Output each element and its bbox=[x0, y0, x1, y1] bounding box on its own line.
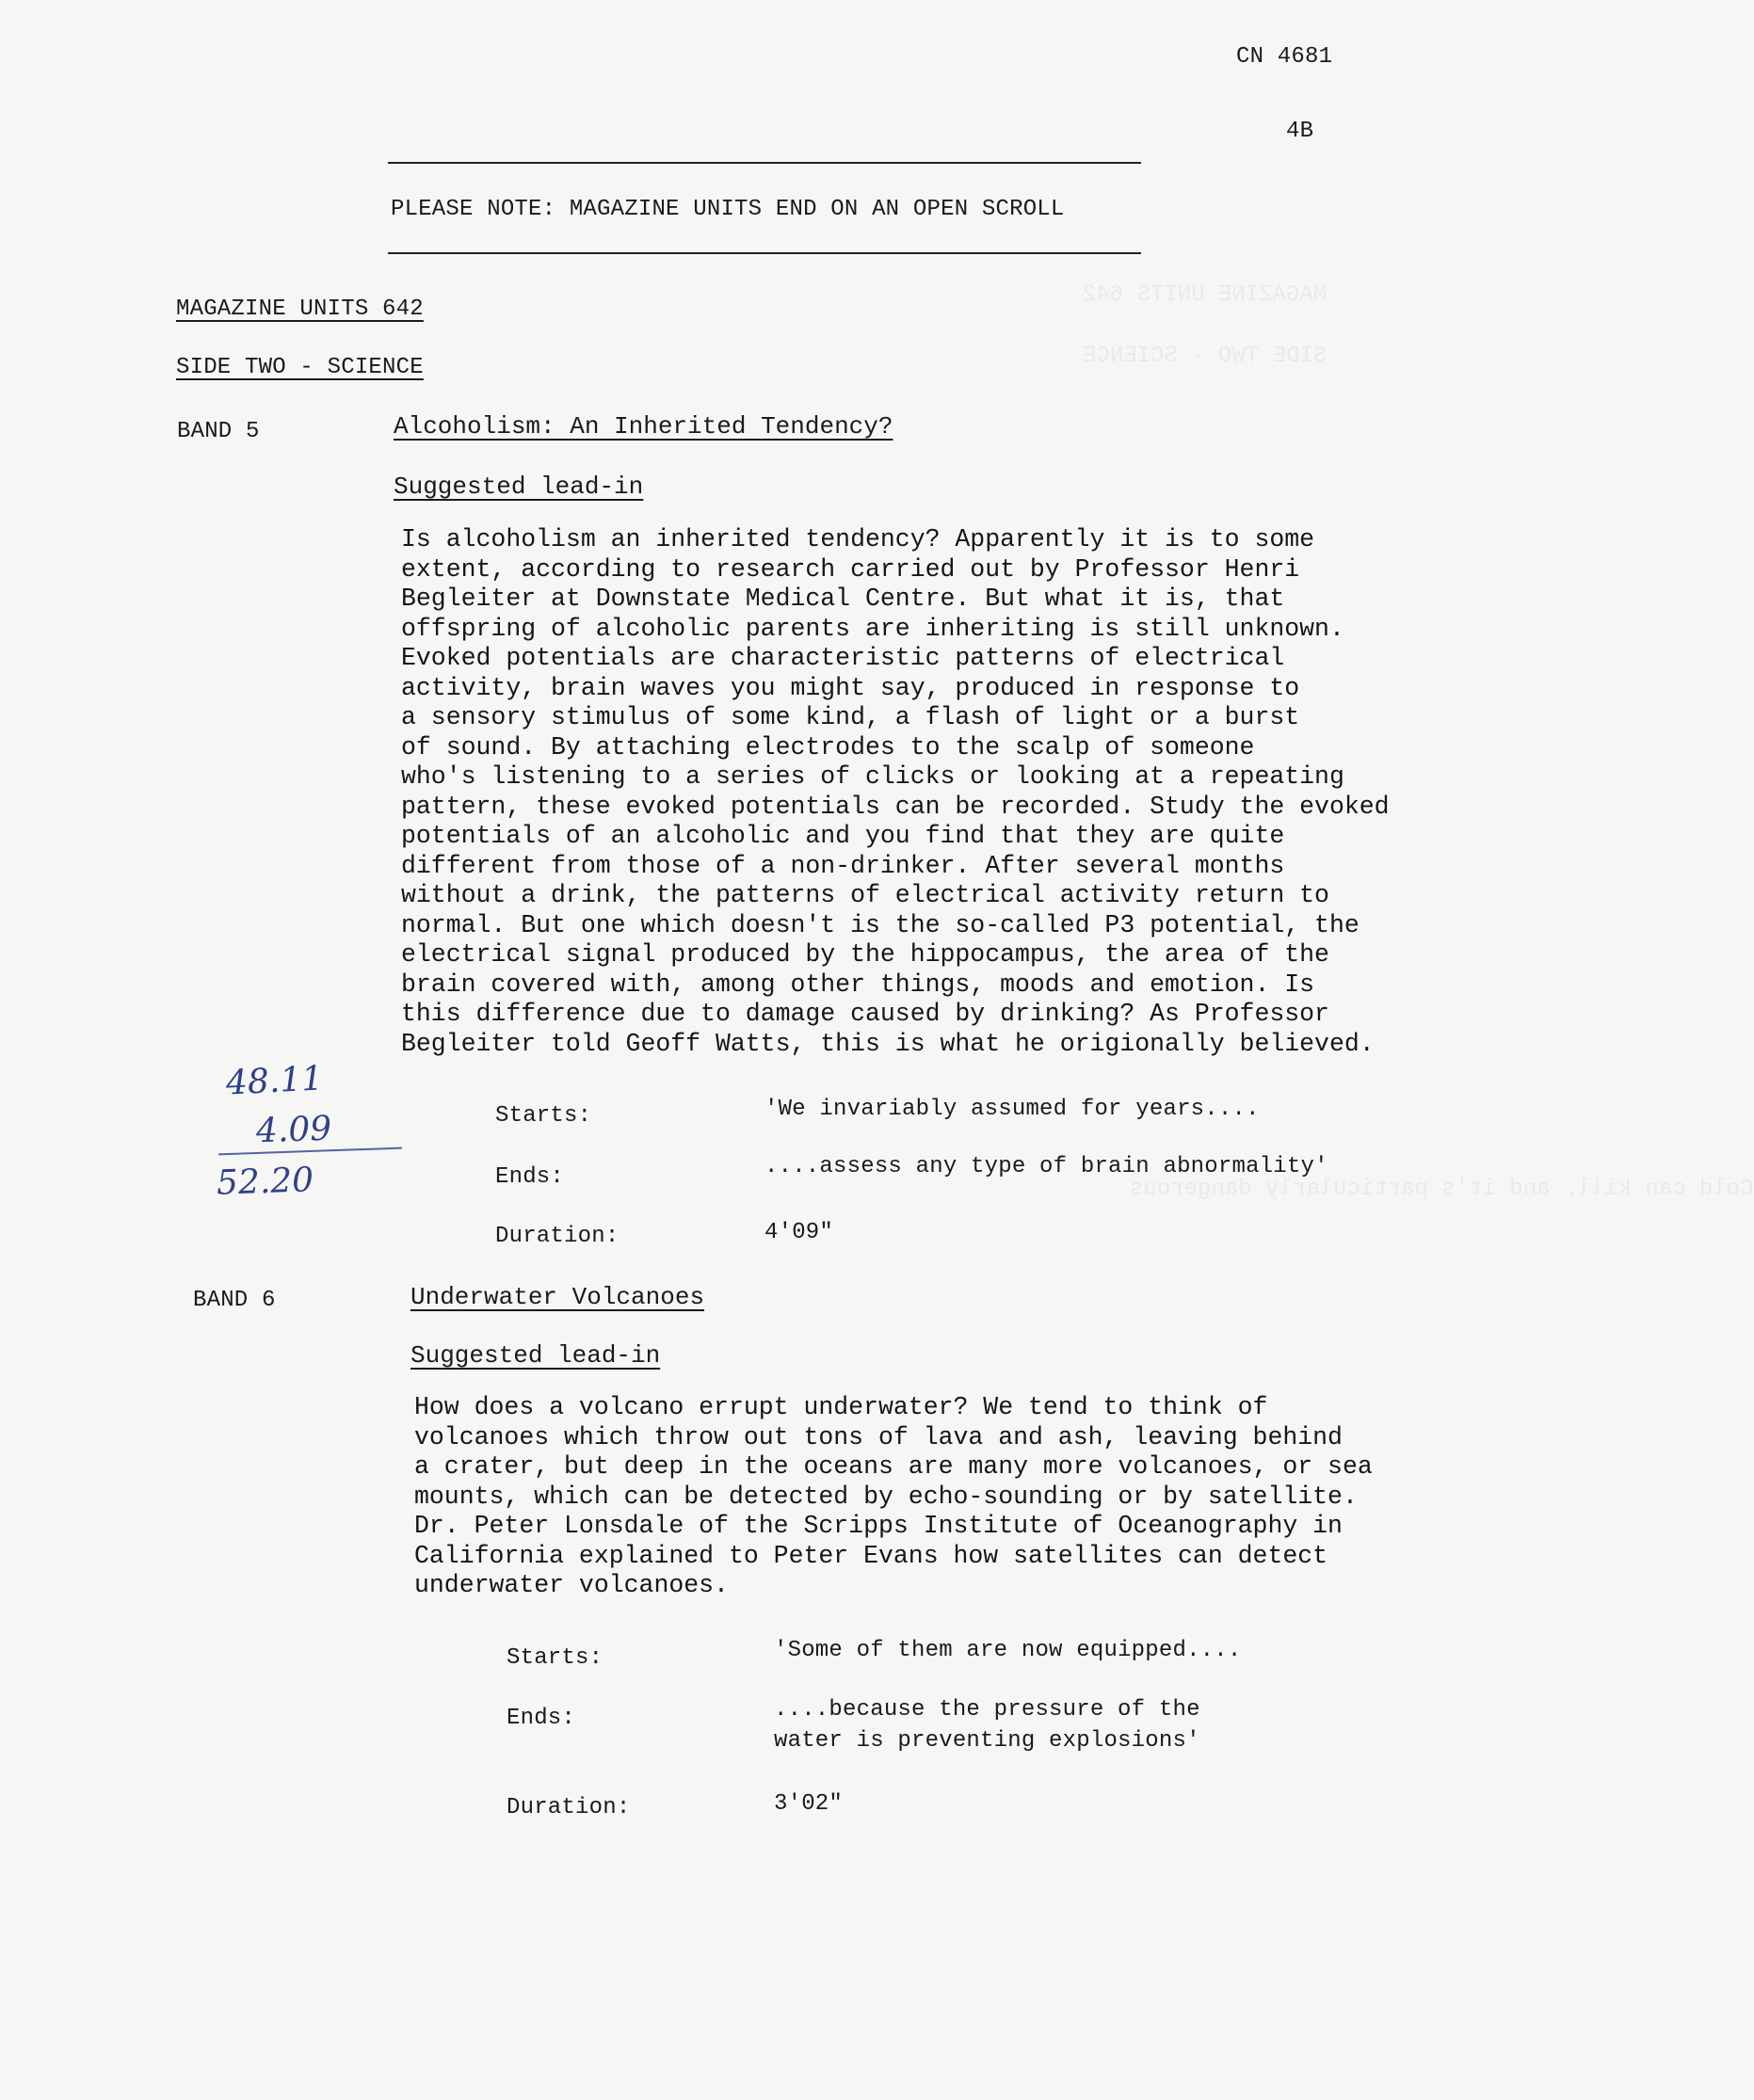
unit-side: SIDE TWO - SCIENCE bbox=[176, 355, 424, 380]
handwritten-total: 52.20 bbox=[216, 1161, 314, 1203]
band5-lead-line: normal. But one which doesn't is the so-called P3 potential, the bbox=[401, 910, 1360, 939]
band6-lead-heading: Suggested lead-in bbox=[410, 1341, 661, 1370]
band5-lead-line: brain covered with, among other things, moods and emotion. Is bbox=[401, 970, 1315, 999]
band6-label: BAND 6 bbox=[193, 1288, 276, 1313]
band5-lead-line: a sensory stimulus of some kind, a flash of light or a burst bbox=[401, 703, 1300, 731]
band6-duration-value: 3'02" bbox=[774, 1791, 844, 1817]
band6-title: Underwater Volcanoes bbox=[410, 1283, 705, 1311]
bleed-through-text: Cold can kill, and it's particularly dangerous bbox=[1130, 1177, 1754, 1202]
document-code: CN 4681 bbox=[1236, 44, 1333, 70]
band5-lead-line: different from those of a non-drinker. After several months bbox=[401, 851, 1285, 880]
band5-lead-line: without a drink, the patterns of electrical activity return to bbox=[401, 881, 1329, 909]
band6-lead-line: How does a volcano errupt underwater? We tend to think of bbox=[414, 1393, 1268, 1421]
band6-lead-line: underwater volcanoes. bbox=[414, 1571, 729, 1599]
band5-lead-line: pattern, these evoked potentials can be recorded. Study the evoked bbox=[401, 792, 1390, 821]
band5-label: BAND 5 bbox=[177, 419, 260, 444]
page-label: 4B bbox=[1286, 119, 1314, 144]
band5-lead-line: Evoked potentials are characteristic patterns of electrical bbox=[401, 644, 1285, 672]
band5-ends-value: ....assess any type of brain abnormality' bbox=[764, 1154, 1328, 1179]
band6-ends-label: Ends: bbox=[507, 1706, 576, 1731]
notice-bottom-rule bbox=[388, 252, 1141, 254]
band5-lead-line: Begleiter told Geoff Watts, this is what he origionally believed. bbox=[401, 1029, 1375, 1058]
band5-lead-line: this difference due to damage caused by drinking? As Professor bbox=[401, 1000, 1329, 1028]
band6-starts-label: Starts: bbox=[507, 1645, 603, 1671]
notice-text: PLEASE NOTE: MAGAZINE UNITS END ON AN OPEN SCROLL bbox=[391, 197, 1065, 222]
unit-title: MAGAZINE UNITS 642 bbox=[176, 297, 424, 322]
band6-ends-value-line1: ....because the pressure of the bbox=[774, 1697, 1200, 1723]
handwritten-time-2: 4.09 bbox=[255, 1109, 332, 1151]
band5-lead-line: potentials of an alcoholic and you find that they are quite bbox=[401, 822, 1285, 850]
band5-lead-paragraph bbox=[401, 525, 1390, 1059]
band5-starts-value: 'We invariably assumed for years.... bbox=[764, 1097, 1260, 1122]
band6-lead-line: California explained to Peter Evans how satellites can detect bbox=[414, 1541, 1328, 1570]
band5-duration-value: 4'09" bbox=[764, 1220, 834, 1245]
band5-lead-line: Begleiter at Downstate Medical Centre. But what it is, that bbox=[401, 585, 1285, 613]
notice-top-rule bbox=[388, 162, 1141, 164]
band5-ends-label: Ends: bbox=[495, 1164, 565, 1190]
band5-lead-line: electrical signal produced by the hippocampus, the area of the bbox=[401, 940, 1329, 969]
band5-lead-line: activity, brain waves you might say, produced in response to bbox=[401, 673, 1300, 702]
band5-starts-label: Starts: bbox=[495, 1103, 592, 1129]
band6-duration-label: Duration: bbox=[507, 1795, 631, 1820]
band6-lead-paragraph bbox=[414, 1393, 1373, 1601]
band6-lead-line: a crater, but deep in the oceans are many more volcanoes, or sea bbox=[414, 1452, 1373, 1481]
handwritten-time-1: 48.11 bbox=[224, 1059, 325, 1103]
band5-lead-line: of sound. By attaching electrodes to the scalp of someone bbox=[401, 732, 1255, 761]
band5-lead-line: extent, according to research carried out by Professor Henri bbox=[401, 554, 1300, 584]
band6-lead-line: Dr. Peter Lonsdale of the Scripps Institute of Oceanography in bbox=[414, 1512, 1343, 1540]
band6-lead-line: volcanoes which throw out tons of lava and ash, leaving behind bbox=[414, 1422, 1343, 1451]
band6-lead-line: mounts, which can be detected by echo-sounding or by satellite. bbox=[414, 1482, 1358, 1511]
band5-title: Alcoholism: An Inherited Tendency? bbox=[394, 412, 893, 441]
band5-lead-line: who's listening to a series of clicks or looking at a repeating bbox=[401, 762, 1344, 791]
band5-lead-heading: Suggested lead-in bbox=[394, 473, 644, 501]
band5-lead-line: Is alcoholism an inherited tendency? Apparently it is to some bbox=[401, 525, 1315, 553]
band6-ends-value-line2: water is preventing explosions' bbox=[774, 1728, 1200, 1754]
band5-lead-line: offspring of alcoholic parents are inheriting is still unknown. bbox=[401, 614, 1344, 643]
bleed-through-text: SIDE TWO - SCIENCE bbox=[1083, 344, 1328, 369]
band5-duration-label: Duration: bbox=[495, 1224, 620, 1249]
bleed-through-text: MAGAZINE UNITS 642 bbox=[1083, 282, 1328, 308]
band6-starts-value: 'Some of them are now equipped.... bbox=[774, 1638, 1242, 1663]
